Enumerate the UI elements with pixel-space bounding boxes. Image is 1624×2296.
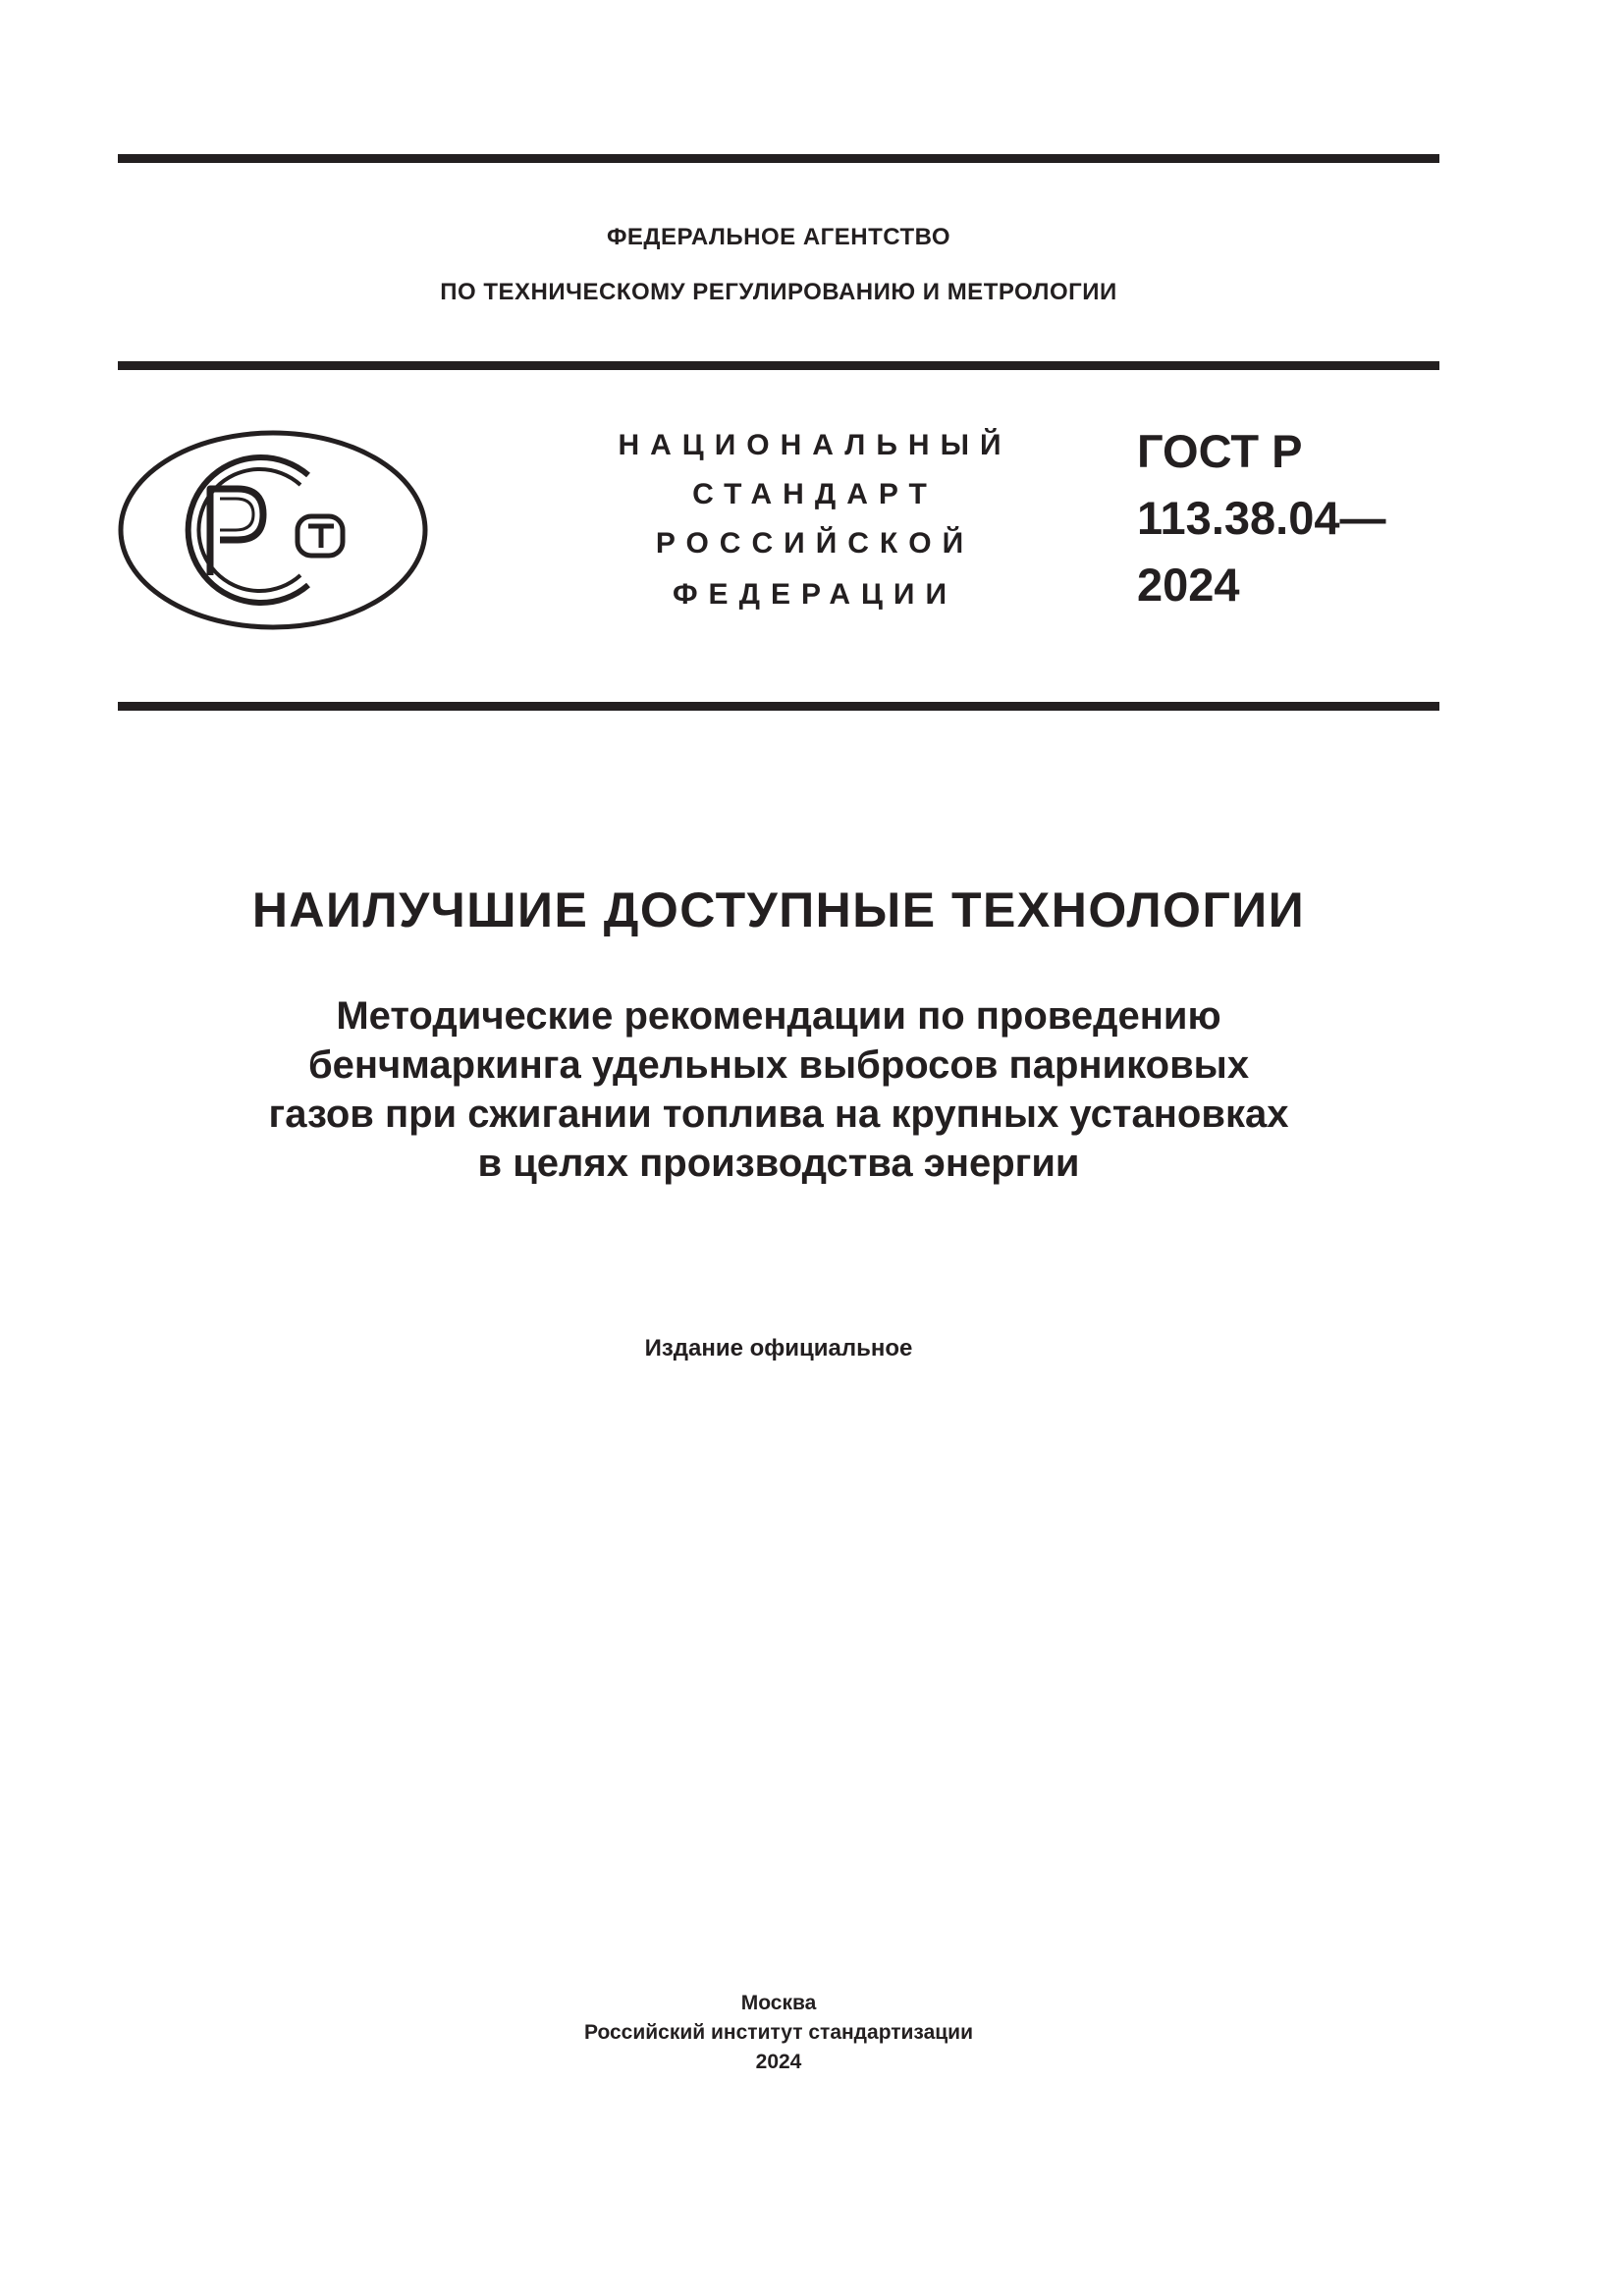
imprint-publisher: Российский институт стандартизации bbox=[583, 2021, 974, 2044]
national-standard-line-4: ФЕДЕРАЦИИ bbox=[672, 578, 958, 611]
subtitle-line: Методические рекомендации по проведению bbox=[336, 994, 1221, 1038]
agency-name-line-2: ПО ТЕХНИЧЕСКОМУ РЕГУЛИРОВАНИЮ И МЕТРОЛОГИИ bbox=[440, 279, 1117, 305]
subtitle-line: газов при сжигании топлива на крупных установках bbox=[268, 1093, 1289, 1136]
national-standard-line-3: РОССИЙСКОЙ bbox=[655, 527, 975, 560]
header-rule bbox=[118, 361, 1439, 370]
rst-certification-mark-icon bbox=[116, 428, 430, 632]
imprint-city: Москва bbox=[740, 1992, 817, 2014]
gost-designation-line-3: 2024 bbox=[1137, 559, 1240, 611]
national-standard-line-1: НАЦИОНАЛЬНЫЙ bbox=[618, 429, 1012, 461]
document-subtitle bbox=[118, 991, 1439, 1188]
edition-note: Издание официальное bbox=[644, 1335, 913, 1362]
gost-designation-line-1: ГОСТ Р bbox=[1137, 425, 1303, 477]
national-standard-line-2: СТАНДАРТ bbox=[692, 478, 938, 510]
subtitle-line: в целях производства энергии bbox=[477, 1142, 1080, 1185]
agency-name-line-1: ФЕДЕРАЛЬНОЕ АГЕНТСТВО bbox=[606, 224, 951, 250]
gost-designation-line-2: 113.38.04— bbox=[1137, 492, 1386, 544]
imprint bbox=[118, 1989, 1439, 2077]
subtitle-line: бенчмаркинга удельных выбросов парниковых bbox=[307, 1043, 1250, 1087]
top-rule bbox=[118, 154, 1439, 163]
imprint-year: 2024 bbox=[755, 2051, 802, 2073]
standard-block-rule bbox=[118, 702, 1439, 711]
document-title: НАИЛУЧШИЕ ДОСТУПНЫЕ ТЕХНОЛОГИИ bbox=[251, 882, 1306, 937]
